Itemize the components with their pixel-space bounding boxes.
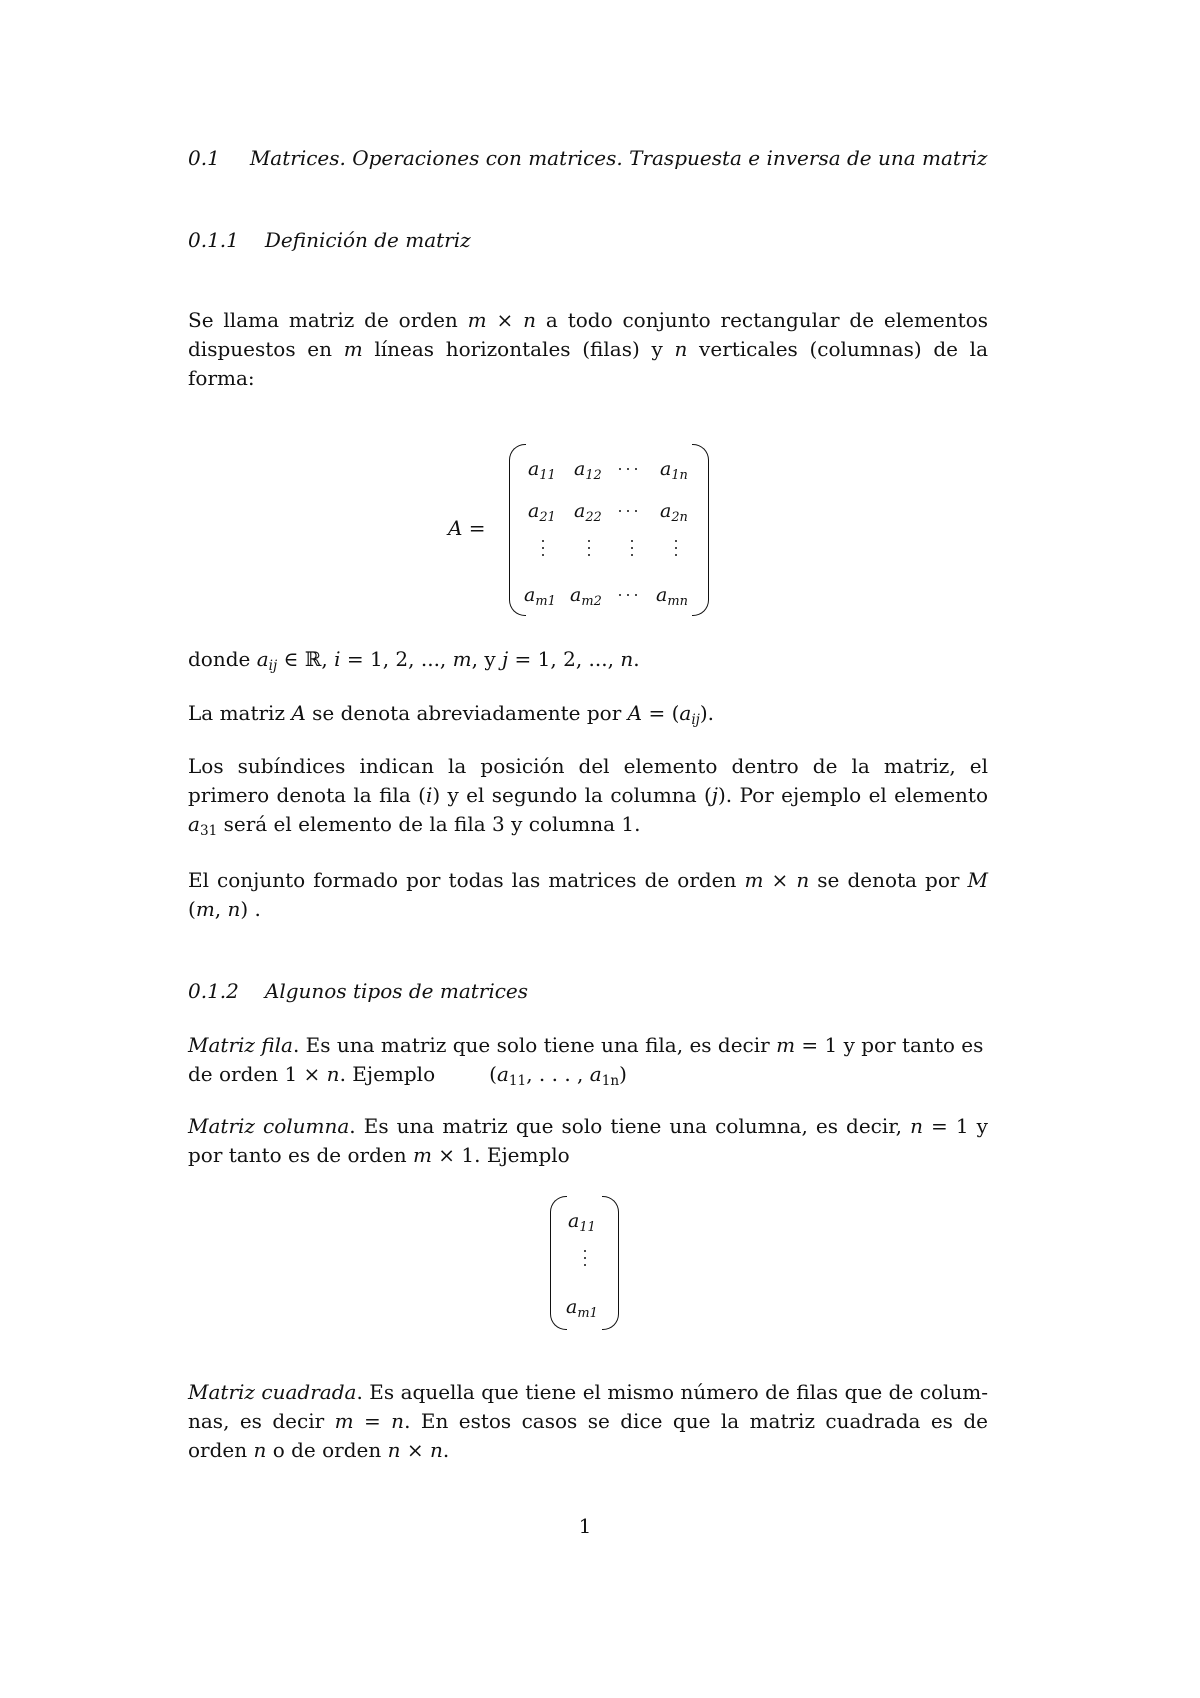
term-matriz-cuadrada: Matriz cuadrada bbox=[188, 1380, 357, 1404]
notation-line: La matriz A se denota abreviadamente por $A = (a_{ij})$. bbox=[188, 701, 715, 729]
matrix-cell: $a_{12}$ bbox=[574, 458, 602, 483]
h-dots bbox=[619, 594, 643, 596]
matrix-cell: $a_{22}$ bbox=[574, 500, 602, 525]
page-number: 1 bbox=[578, 1514, 592, 1538]
column-matrix-left-paren bbox=[550, 1196, 567, 1330]
definition-paragraph: Se llama matriz de orden m × n a todo conjunto rectangular de elementos dispuestos en m líneas horizontales (filas) y n verticales (columnas) de la forma: bbox=[188, 308, 989, 390]
conjunto-paragraph: El conjunto formado por todas las matrices de orden m × n se denota por M (m, n) . bbox=[188, 868, 988, 921]
section-title: Matrices. Operaciones con matrices. Traspuesta e inversa de una matriz bbox=[249, 146, 988, 170]
section-number: 0.1 bbox=[188, 146, 220, 170]
v-dots bbox=[631, 540, 634, 561]
subsection-title: Definición de matriz bbox=[264, 228, 471, 252]
column-matrix-right-paren bbox=[602, 1196, 619, 1330]
matrix-cell: $a_{m1}$ bbox=[524, 584, 556, 609]
fila-example: ($a_{11}$, . . . , $a_{1n}$) bbox=[489, 1062, 627, 1090]
v-dots bbox=[588, 540, 591, 561]
h-dots bbox=[619, 468, 643, 470]
matriz-columna-paragraph: Matriz columna. Es una matriz que solo tiene una columna, es decir, n = 1 y por tanto es de orden m × 1. Ejemplo bbox=[188, 1114, 988, 1167]
subindices-paragraph: Los subíndices indican la posición del elemento dentro de la matriz, el primero denota la fila (i) y el segundo la columna (j). Por ejemplo el elemento $a_{31}$ será el elemento de la fila 3 y columna 1. bbox=[188, 754, 989, 840]
subsection-title: Algunos tipos de matrices bbox=[264, 979, 529, 1003]
donde-line: donde $a_{ij}$ ∈ ℝ, i = 1, 2, ..., m, y j = 1, 2, ..., n. bbox=[188, 647, 640, 675]
matrix-cell: $a_{m1}$ bbox=[566, 1296, 598, 1321]
subsection-heading-definition bbox=[188, 226, 988, 255]
matrix-a-right-paren bbox=[692, 444, 709, 616]
v-dots bbox=[584, 1250, 587, 1271]
matriz-fila-paragraph: Matriz fila. Es una matriz que solo tiene una fila, es decir m = 1 y por tanto es de orden 1 × n. Ejemplo ($a_{11}$, . . . , $a_{1n}$) bbox=[188, 1033, 984, 1090]
matrix-cell: $a_{11}$ bbox=[568, 1210, 596, 1235]
matrix-cell: $a_{21}$ bbox=[528, 500, 556, 525]
term-matriz-fila: Matriz fila bbox=[188, 1033, 293, 1057]
h-dots bbox=[619, 510, 643, 512]
v-dots bbox=[675, 540, 678, 561]
subsection-heading-tipos bbox=[188, 977, 988, 1006]
subsection-number: 0.1.2 bbox=[188, 979, 239, 1003]
v-dots bbox=[542, 540, 545, 561]
matrix-cell: $a_{11}$ bbox=[528, 458, 556, 483]
matrix-cell: $a_{m2}$ bbox=[570, 584, 602, 609]
matrix-cell: $a_{2n}$ bbox=[660, 500, 688, 525]
matriz-cuadrada-paragraph: Matriz cuadrada. Es aquella que tiene el mismo número de filas que de colum- nas, es decir m = n. En estos casos se dice que la matriz cuadrada es de orden n o de orden n × n. bbox=[188, 1380, 989, 1462]
term-matriz-columna: Matriz columna bbox=[188, 1114, 350, 1138]
section-heading bbox=[188, 144, 988, 173]
matrix-cell: $a_{mn}$ bbox=[656, 584, 688, 609]
matrix-a-lhs: A = bbox=[448, 516, 486, 540]
subsection-number: 0.1.1 bbox=[188, 228, 239, 252]
matrix-cell: $a_{1n}$ bbox=[660, 458, 688, 483]
